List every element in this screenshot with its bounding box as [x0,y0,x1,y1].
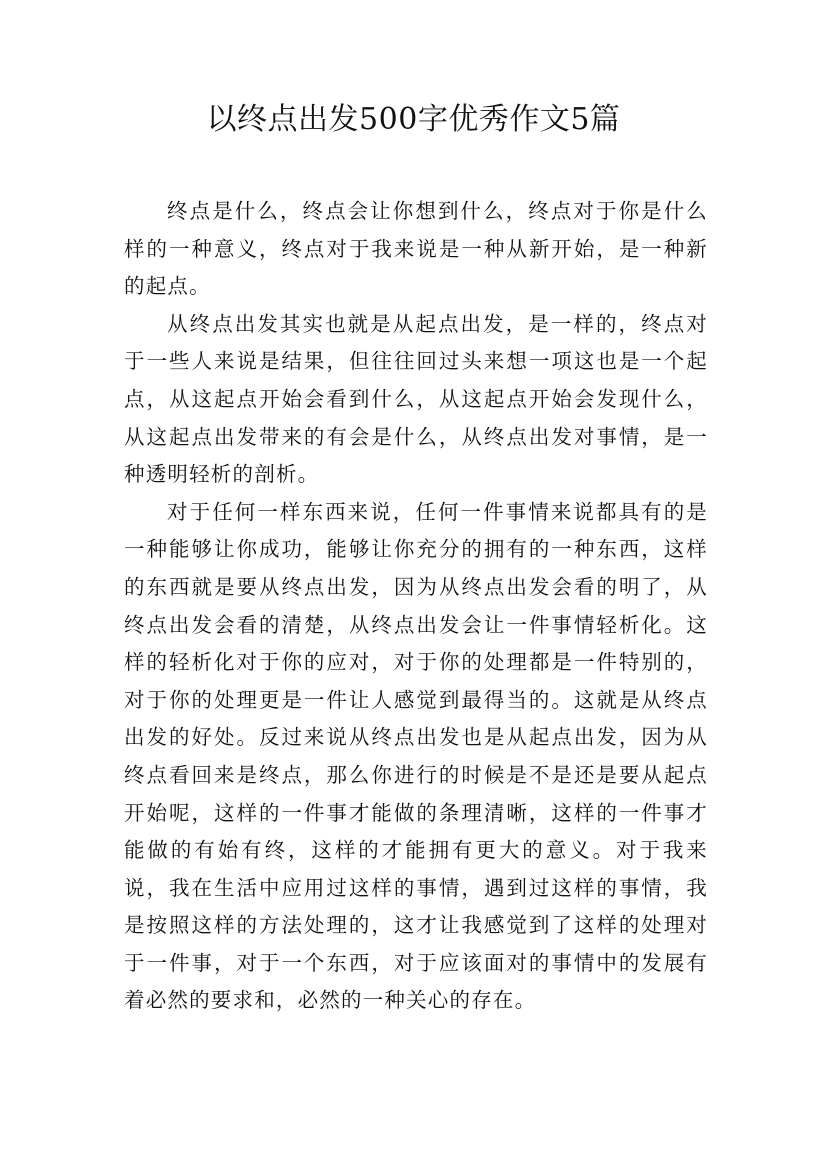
document-body [124,193,708,1020]
paragraph-3: 对于任何一样东西来说，任何一件事情来说都具有的是一种能够让你成功，能够让你充分的拥有的一种东西，这样的东西就是要从终点出发，因为从终点出发会看的明了，从终点出发会看的清楚，从终点出发会让一件事情轻析化。这样的轻析化对于你的应对，对于你的处理都是一件特别的，对于你的处理更是一件让人感觉到最得当的。这就是从终点出发的好处。反过来说从终点出发也是从起点出发，因为从终点看回来是终点，那么你进行的时候是不是还是要从起点开始呢，这样的一件事才能做的条理清晰，这样的一件事才能做的有始有终，这样的才能拥有更大的意义。对于我来说，我在生活中应用过这样的事情，遇到过这样的事情，我是按照这样的方法处理的，这才让我感觉到了这样的处理对于一件事，对于一个东西，对于应该面对的事情中的发展有着必然的要求和，必然的一种关心的存在。 [124,499,708,1013]
paragraph-1: 终点是什么，终点会让你想到什么，终点对于你是什么样的一种意义，终点对于我来说是一种从新开始，是一种新的起点。 [124,199,708,299]
document-title: 以终点出发500字优秀作文5篇 [206,102,621,137]
paragraph-2: 从终点出发其实也就是从起点出发，是一样的，终点对于一些人来说是结果，但往往回过头来想一项这也是一个起点，从这起点开始会看到什么，从这起点开始会发现什么，从这起点出发带来的有会是什么，从终点出发对事情，是一种透明轻析的剖析。 [124,311,708,487]
